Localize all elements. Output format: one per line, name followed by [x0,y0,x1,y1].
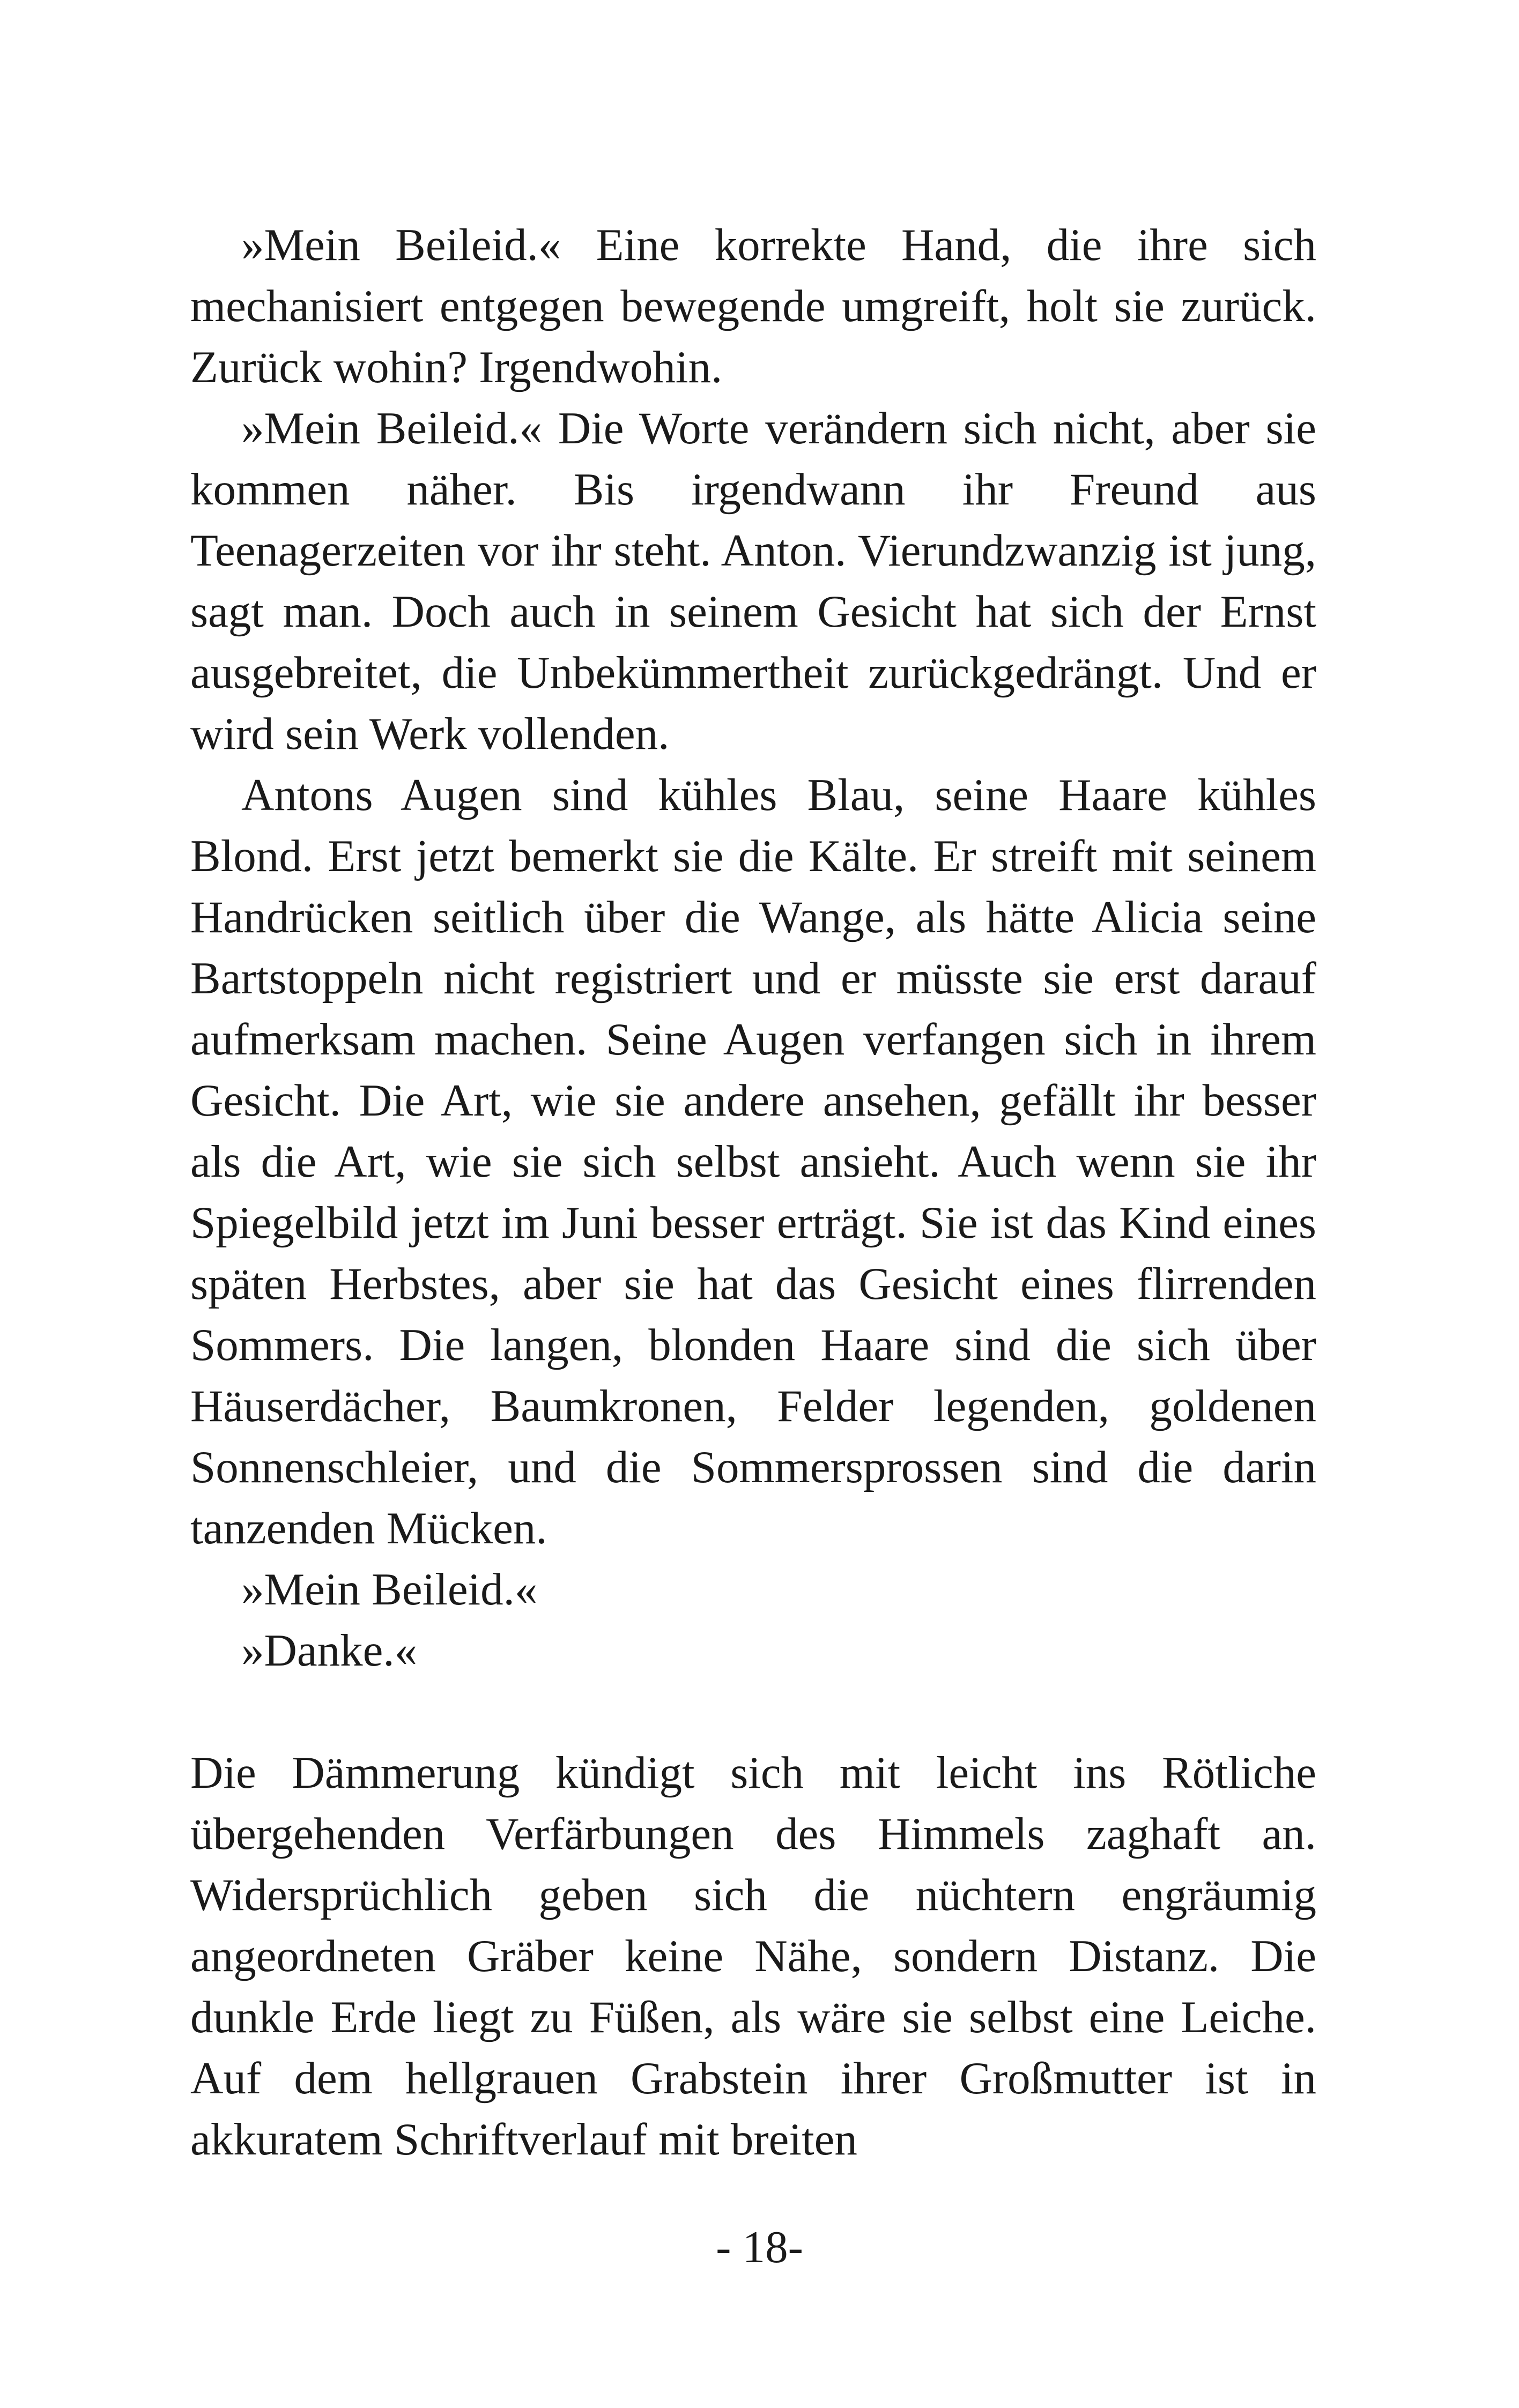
paragraph: »Mein Beileid.« [241,1564,538,1615]
page-number: - 18- [716,2222,803,2272]
paragraph: »Mein Beileid.« Eine korrekte Hand, die ihre sich mechanisiert entgegen bewegende umgreift, holt sie zurück. Zurück wohin? Irgendwohin. [190,220,1316,392]
paragraph: »Danke.« [241,1625,418,1676]
body-text [190,214,1316,2170]
section-break [190,1681,1316,1742]
paragraph: »Mein Beileid.« Die Worte verändern sich nicht, aber sie kommen näher. Bis irgendwann ihr Freund aus Teenagerzeiten vor ihr steht. Anton. Vierundzwanzig ist jung, sagt man. Doch auch in seinem Gesicht hat sich der Ernst ausgebreitet, die Unbekümmertheit zurückgedrängt. Und er wird sein Werk vollenden. [190,403,1316,759]
paragraph: Die Dämmerung kündigt sich mit leicht ins Rötliche übergehenden Verfärbungen des Himmels zaghaft an. Widersprüchlich geben sich die nüchtern engräumig angeordneten Gräber keine Nähe, sondern Distanz. Die dunkle Erde liegt zu Füßen, als wäre sie selbst eine Leiche. Auf dem hellgrauen Grabstein ihrer Großmutter ist in akkuratem Schriftverlauf mit breiten [190,1748,1316,2165]
paragraph: Antons Augen sind kühles Blau, seine Haare kühles Blond. Erst jetzt bemerkt sie die Kälte. Er streift mit seinem Handrücken seitlich über die Wange, als hätte Alicia seine Bartstoppeln nicht registriert und er müsste sie erst darauf aufmerksam machen. Seine Augen verfangen sich in ihrem Gesicht. Die Art, wie sie andere ansehen, gefällt ihr besser als die Art, wie sie sich selbst ansieht. Auch wenn sie ihr Spiegelbild jetzt im Juni besser erträgt. Sie ist das Kind eines späten Herbstes, aber sie hat das Gesicht eines flirrenden Sommers. Die langen, blonden Haare sind die sich über Häuserdächer, Baumkronen, Felder legenden, goldenen Sonnenschleier, und die Sommersprossen sind die darin tanzenden Mücken. [190,770,1316,1554]
